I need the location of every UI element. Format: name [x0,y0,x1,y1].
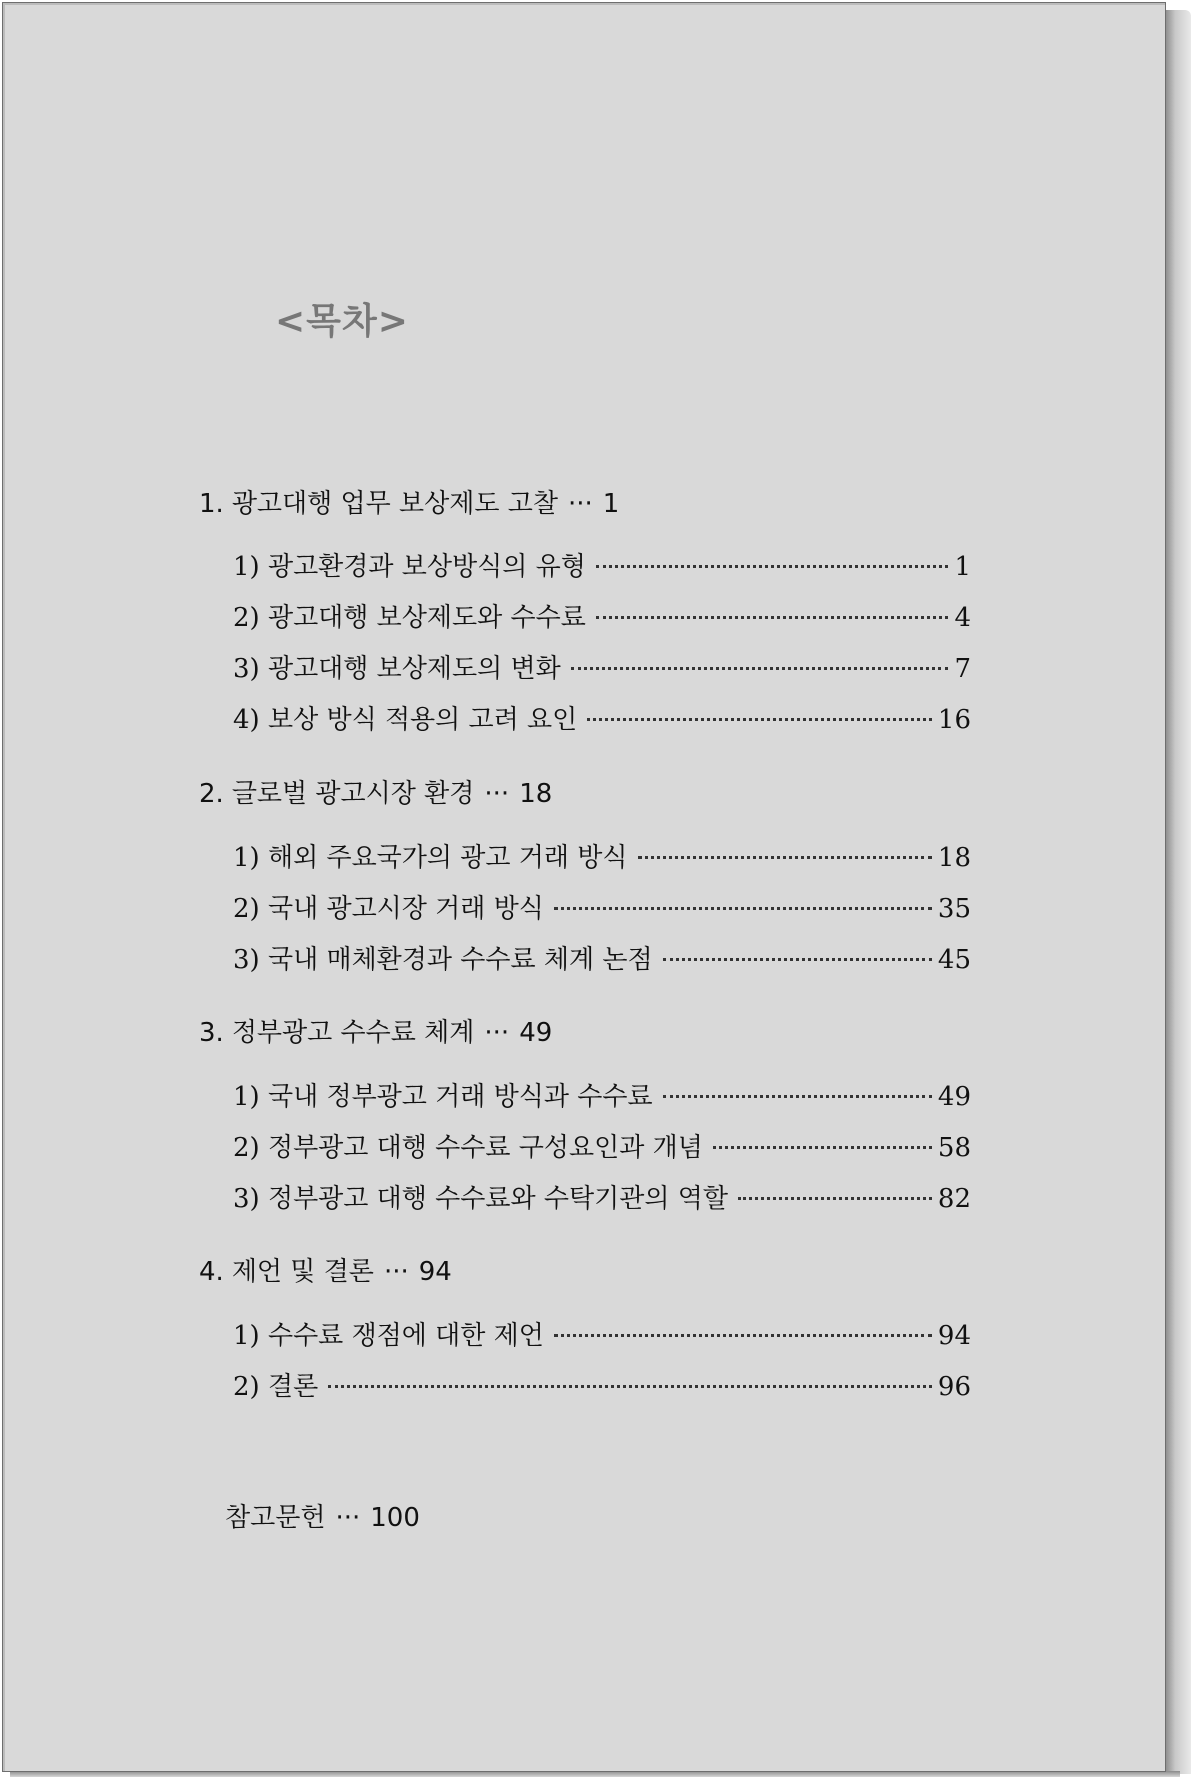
entry-label: 3) 광고대행 보상제도의 변화 [233,654,561,684]
document-page [2,2,1166,1772]
section-page: 1 [602,489,620,519]
entry-page: 35 [937,894,971,924]
section-dots: ··· [484,1018,510,1048]
section-page: 94 [418,1257,452,1287]
entry-page: 94 [937,1321,971,1351]
toc-section-2[interactable] [199,773,552,810]
toc-section-3[interactable] [199,1012,552,1049]
entry-page: 18 [937,843,971,873]
entry-page: 4 [954,603,971,633]
entry-page: 7 [954,654,971,684]
dot-leader [571,667,949,670]
entry-label: 1) 해외 주요국가의 광고 거래 방식 [233,843,628,873]
section-number: 3. [199,1018,224,1048]
references-page: 100 [370,1503,420,1533]
toc-entry[interactable] [233,1076,971,1112]
section-dots: ··· [383,1257,409,1287]
toc-entry[interactable] [233,1178,971,1214]
section-page: 49 [519,1018,553,1048]
section-title: 글로벌 광고시장 환경 [231,779,475,809]
entry-label: 2) 결론 [233,1372,319,1402]
entry-label: 3) 정부광고 대행 수수료와 수탁기관의 역할 [233,1184,728,1214]
dot-leader [554,1334,932,1337]
entry-label: 4) 보상 방식 적용의 고려 요인 [233,705,578,735]
toc-entry[interactable] [233,699,971,735]
section-title: 제언 및 결론 [231,1257,374,1287]
toc-entry[interactable] [233,546,971,582]
toc-title: <목차> [275,301,409,342]
section-title: 광고대행 업무 보상제도 고찰 [231,489,558,519]
dot-leader [554,907,932,910]
dot-leader [663,958,932,961]
entry-label: 1) 국내 정부광고 거래 방식과 수수료 [233,1082,653,1112]
toc-entry[interactable] [233,1315,971,1351]
entry-label: 2) 정부광고 대행 수수료 구성요인과 개념 [233,1133,703,1163]
dot-leader [663,1095,932,1098]
toc-entry[interactable] [233,1366,971,1402]
entry-page: 1 [954,552,971,582]
entry-label: 1) 수수료 쟁점에 대한 제언 [233,1321,544,1351]
section-number: 4. [199,1257,224,1287]
toc-entry[interactable] [233,648,971,684]
section-page: 18 [519,779,553,809]
toc-entry[interactable] [233,1127,971,1163]
section-dots: ··· [484,779,510,809]
toc-entry[interactable] [233,597,971,633]
dot-leader [638,856,932,859]
toc-entry[interactable] [233,939,971,975]
entry-label: 2) 광고대행 보상제도와 수수료 [233,603,586,633]
entry-page: 45 [937,945,971,975]
entry-page: 58 [937,1133,971,1163]
dot-leader [738,1197,932,1200]
entry-label: 3) 국내 매체환경과 수수료 체계 논점 [233,945,653,975]
entry-page: 16 [937,705,971,735]
entry-page: 96 [937,1372,971,1402]
section-number: 2. [199,779,224,809]
toc-entry[interactable] [233,888,971,924]
dot-leader [596,565,949,568]
dot-leader [587,718,932,721]
section-dots: ··· [568,489,593,519]
dot-leader [596,616,949,619]
references-dots: ··· [335,1503,361,1533]
page-shadow-right [1165,10,1191,1774]
entry-label: 2) 국내 광고시장 거래 방식 [233,894,544,924]
toc-entry[interactable] [233,837,971,873]
section-title: 정부광고 수수료 체계 [231,1018,475,1048]
toc-references[interactable] [225,1497,420,1534]
references-title: 참고문헌 [225,1503,326,1533]
section-number: 1. [199,489,224,519]
entry-label: 1) 광고환경과 보상방식의 유형 [233,552,586,582]
entry-page: 49 [937,1082,971,1112]
dot-leader [713,1146,932,1149]
dot-leader [328,1385,932,1388]
toc-section-1[interactable] [199,483,619,520]
entry-page: 82 [937,1184,971,1214]
toc-section-4[interactable] [199,1251,452,1288]
